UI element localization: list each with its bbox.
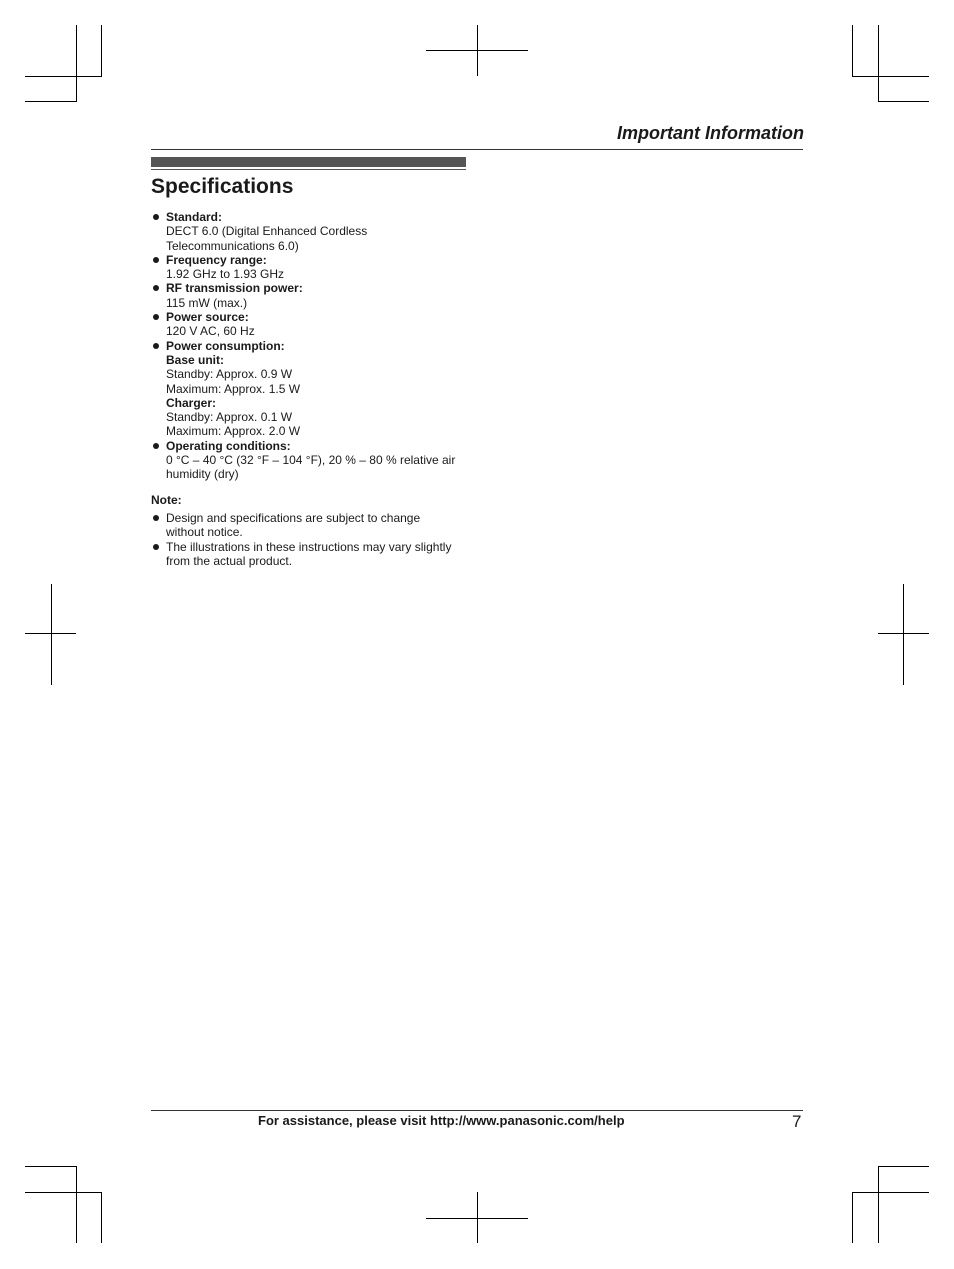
heading-bar-line (151, 169, 466, 170)
note-text: without notice. (166, 525, 243, 540)
page-title: Specifications (151, 175, 294, 198)
spec-item-operating-conditions (151, 439, 471, 482)
note-list (151, 511, 471, 568)
spec-item-power-consumption (151, 339, 471, 439)
spec-value: Telecommunications 6.0) (166, 238, 299, 253)
spec-item-power-source (151, 310, 471, 339)
spec-value: 120 V AC, 60 Hz (166, 324, 255, 339)
footer-rule (151, 1110, 803, 1111)
spec-value: Standby: Approx. 0.1 W (166, 410, 293, 425)
spec-value: 115 mW (max.) (166, 295, 248, 310)
spec-value: 0 °C – 40 °C (32 °F – 104 °F), 20 % – 80 % relative air (166, 453, 456, 468)
spec-label: Power source: (166, 310, 249, 325)
bullet-icon (153, 443, 159, 449)
note-text: Design and specifications are subject to change (166, 511, 421, 525)
spec-value: Standby: Approx. 0.9 W (166, 367, 293, 382)
bullet-icon (153, 314, 159, 320)
note-text: The illustrations in these instructions may vary slightly (166, 539, 452, 554)
note-label: Note: (151, 493, 182, 507)
page-number: 7 (792, 1112, 802, 1131)
spec-sublabel: Base unit: (166, 352, 225, 367)
footer-assistance-text: For assistance, please visit http://www.panasonic.com/help (258, 1113, 625, 1128)
spec-value: DECT 6.0 (Digital Enhanced Cordless (166, 224, 368, 239)
note-item (151, 540, 471, 569)
bullet-icon (153, 343, 159, 349)
spec-item-standard (151, 210, 471, 253)
spec-item-frequency (151, 253, 471, 282)
bullet-icon (153, 544, 159, 550)
spec-value: humidity (dry) (166, 467, 239, 482)
header-rule (151, 149, 803, 150)
bullet-icon (153, 214, 159, 220)
spec-label: Operating conditions: (166, 438, 291, 453)
spec-list (151, 210, 471, 482)
spec-value: 1.92 GHz to 1.93 GHz (166, 267, 285, 282)
spec-item-rf-power (151, 281, 471, 310)
spec-label: Power consumption: (166, 338, 285, 353)
section-title: Important Information (617, 123, 804, 143)
spec-sublabel: Charger: (166, 395, 217, 410)
spec-value: Maximum: Approx. 2.0 W (166, 424, 301, 439)
bullet-icon (153, 285, 159, 291)
heading-bar (151, 157, 466, 167)
note-text: from the actual product. (166, 553, 293, 568)
spec-value: Maximum: Approx. 1.5 W (166, 381, 301, 396)
bullet-icon (153, 257, 159, 263)
spec-label: Standard: (166, 210, 223, 224)
bullet-icon (153, 515, 159, 521)
note-item (151, 511, 471, 540)
spec-label: RF transmission power: (166, 281, 303, 296)
spec-label: Frequency range: (166, 252, 267, 267)
